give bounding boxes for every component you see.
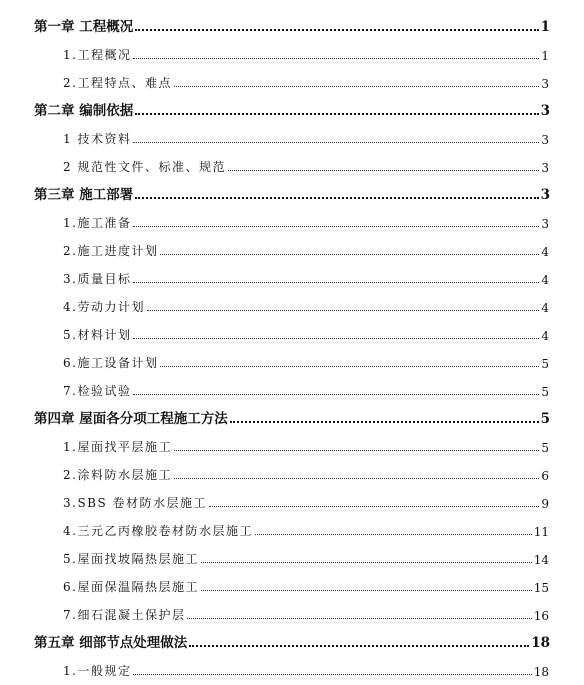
dot-leader — [135, 197, 538, 199]
toc-entry[interactable] — [63, 351, 549, 371]
toc-chapter-1[interactable] — [34, 15, 550, 35]
toc-label: 5.屋面找坡隔热层施工 — [63, 552, 199, 566]
toc-page-number: 15 — [533, 581, 549, 595]
dot-leader — [133, 226, 539, 227]
dot-leader — [135, 29, 538, 31]
dot-leader — [133, 674, 531, 675]
toc-label: 5.材料计划 — [63, 328, 132, 342]
toc-label: 1.一般规定 — [63, 664, 132, 678]
toc-page-number: 11 — [533, 525, 549, 539]
dot-leader — [133, 58, 539, 59]
toc-chapter-5[interactable] — [34, 631, 550, 651]
toc-page-number: 4 — [541, 245, 549, 259]
dot-leader — [187, 618, 531, 619]
toc-entry[interactable] — [63, 435, 549, 455]
toc-label: 2.涂料防水层施工 — [63, 468, 172, 482]
toc-page-number: 3 — [541, 77, 549, 91]
toc-label: 2.施工进度计划 — [63, 244, 159, 258]
toc-label: 6.屋面保温隔热层施工 — [63, 580, 199, 594]
toc-page-number: 5 — [541, 385, 549, 399]
dot-leader — [230, 421, 539, 423]
toc-entry[interactable] — [63, 267, 549, 287]
dot-leader — [228, 170, 539, 171]
toc-page-number: 14 — [533, 553, 549, 567]
toc-page-number: 5 — [541, 441, 549, 455]
toc-label: 第四章 屋面各分项工程施工方法 — [34, 411, 228, 427]
toc-entry[interactable] — [63, 519, 549, 539]
toc-page-number: 1 — [541, 49, 549, 63]
toc-entry[interactable] — [63, 323, 549, 343]
toc-label: 第五章 细部节点处理做法 — [34, 635, 188, 651]
toc-page-number: 5 — [540, 411, 550, 427]
toc-entry[interactable] — [63, 295, 549, 315]
dot-leader — [160, 366, 539, 367]
dot-leader — [133, 142, 539, 143]
toc-label: 4.劳动力计划 — [63, 300, 145, 314]
toc-page-number: 6 — [541, 469, 549, 483]
toc-label: 第三章 施工部署 — [34, 187, 134, 203]
dot-leader — [135, 113, 538, 115]
toc-page-number: 3 — [541, 133, 549, 147]
toc-page-number: 4 — [541, 329, 549, 343]
toc-page-number: 9 — [541, 497, 549, 511]
dot-leader — [147, 310, 539, 311]
toc-label: 第一章 工程概况 — [34, 19, 134, 35]
toc-page-number: 18 — [531, 635, 550, 651]
toc-label: 第二章 编制依据 — [34, 103, 134, 119]
dot-leader — [133, 282, 539, 283]
toc-page-number: 5 — [541, 357, 549, 371]
toc-entry[interactable] — [63, 239, 549, 259]
toc-label: 1 技术资料 — [63, 132, 132, 146]
dot-leader — [255, 534, 532, 535]
toc-page-number: 4 — [541, 301, 549, 315]
toc-entry[interactable] — [63, 155, 549, 175]
toc-label: 4.三元乙丙橡胶卷材防水层施工 — [63, 524, 253, 538]
toc-page-number: 4 — [541, 273, 549, 287]
toc-page-number: 1 — [540, 19, 550, 35]
toc-label: 3.质量目标 — [63, 272, 132, 286]
toc-entry[interactable] — [63, 659, 549, 679]
toc-label: 1.屋面找平层施工 — [63, 440, 172, 454]
toc-page-number: 16 — [533, 609, 549, 623]
toc-label: 1.施工准备 — [63, 216, 132, 230]
toc-page-number: 3 — [541, 217, 549, 231]
toc-label: 1.工程概况 — [63, 48, 132, 62]
toc-entry[interactable] — [63, 71, 549, 91]
toc-entry[interactable] — [63, 491, 549, 511]
toc-page-number: 3 — [540, 103, 550, 119]
toc-entry[interactable] — [63, 575, 549, 595]
toc-chapter-4[interactable] — [34, 407, 550, 427]
toc-page-number: 3 — [541, 161, 549, 175]
toc-page-number: 18 — [533, 665, 549, 679]
toc-entry[interactable] — [63, 379, 549, 399]
toc-chapter-3[interactable] — [34, 183, 550, 203]
toc-entry[interactable] — [63, 547, 549, 567]
toc-label: 3.SBS 卷材防水层施工 — [63, 496, 208, 510]
dot-leader — [201, 590, 532, 591]
toc-entry[interactable] — [63, 603, 549, 623]
dot-leader — [201, 562, 532, 563]
toc-chapter-2[interactable] — [34, 99, 550, 119]
toc-label: 7.细石混凝土保护层 — [63, 608, 186, 622]
dot-leader — [174, 86, 539, 87]
dot-leader — [133, 394, 539, 395]
dot-leader — [174, 478, 539, 479]
toc-label: 2.工程特点、难点 — [63, 76, 172, 90]
dot-leader — [133, 338, 539, 339]
toc-label: 6.施工设备计划 — [63, 356, 159, 370]
toc-entry[interactable] — [63, 211, 549, 231]
toc-entry[interactable] — [63, 43, 549, 63]
toc-entry[interactable] — [63, 127, 549, 147]
dot-leader — [174, 450, 539, 451]
dot-leader — [160, 254, 539, 255]
dot-leader — [209, 506, 539, 507]
toc-label: 2 规范性文件、标准、规范 — [63, 160, 226, 174]
toc-page-number: 3 — [540, 187, 550, 203]
toc-entry[interactable] — [63, 463, 549, 483]
dot-leader — [189, 645, 529, 647]
toc-label: 7.检验试验 — [63, 384, 132, 398]
